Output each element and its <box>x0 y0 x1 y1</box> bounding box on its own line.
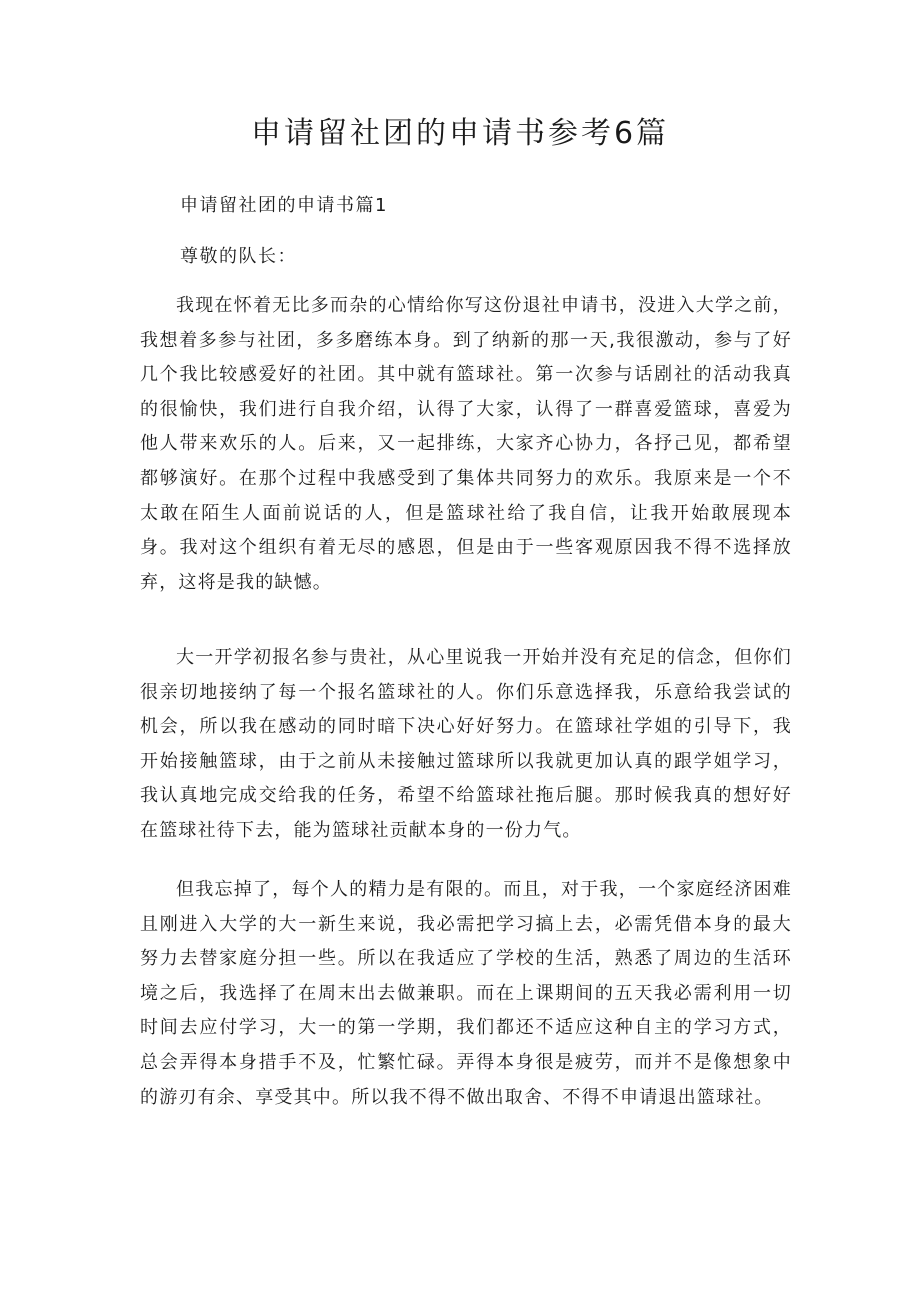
document-title: 申请留社团的申请书参考6篇 <box>250 116 670 151</box>
body-paragraph: 我现在怀着无比多而杂的心情给你写这份退社申请书，没进入大学之前，我想着多参与社团，多多磨练本身。到了纳新的那一天,我很激动，参与了好几个我比较感爱好的社团。其中就有篮球社。第一次参与话剧社的活动我真的很愉快，我们进行自我介绍，认得了大家，认得了一群喜爱篮球，喜爱为他人带来欢乐的人。后来，又一起排练，大家齐心协力，各抒己见，都希望都够演好。在那个过程中我感受到了集体共同努力的欢乐。我原来是一个不太敢在陌生人面前说话的人，但是篮球社给了我自信，让我开始敢展现本身。我对这个组织有着无尽的感恩，但是由于一些客观原因我不得不选择放弃，这将是我的缺憾。 <box>140 295 792 593</box>
section-heading: 申请留社团的申请书篇1 <box>180 195 388 216</box>
body-paragraph: 但我忘掉了，每个人的精力是有限的。而且，对于我，一个家庭经济困难且刚进入大学的大一新生来说，我必需把学习搞上去，必需凭借本身的最大努力去替家庭分担一些。所以在我适应了学校的生活，熟悉了周边的生活环境之后，我选择了在周末出去做兼职。而在上课期间的五天我必需利用一切时间去应付学习，大一的第一学期，我们都还不适应这种自主的学习方式，总会弄得本身措手不及，忙繁忙碌。弄得本身很是疲劳，而并不是像想象中的游刃有余、享受其中。所以我不得不做出取舍、不得不申请退出篮球社。 <box>140 879 792 1108</box>
body-paragraph: 大一开学初报名参与贵社，从心里说我一开始并没有充足的信念，但你们很亲切地接纳了每一个报名篮球社的人。你们乐意选择我，乐意给我尝试的机会，所以我在感动的同时暗下决心好好努力。在篮球社学姐的引导下，我开始接触篮球，由于之前从未接触过篮球所以我就更加认真的跟学姐学习，我认真地完成交给我的任务，希望不给篮球社拖后腿。那时候我真的想好好在篮球社待下去，能为篮球社贡献本身的一份力气。 <box>140 647 792 841</box>
salutation: 尊敬的队长： <box>180 246 297 267</box>
